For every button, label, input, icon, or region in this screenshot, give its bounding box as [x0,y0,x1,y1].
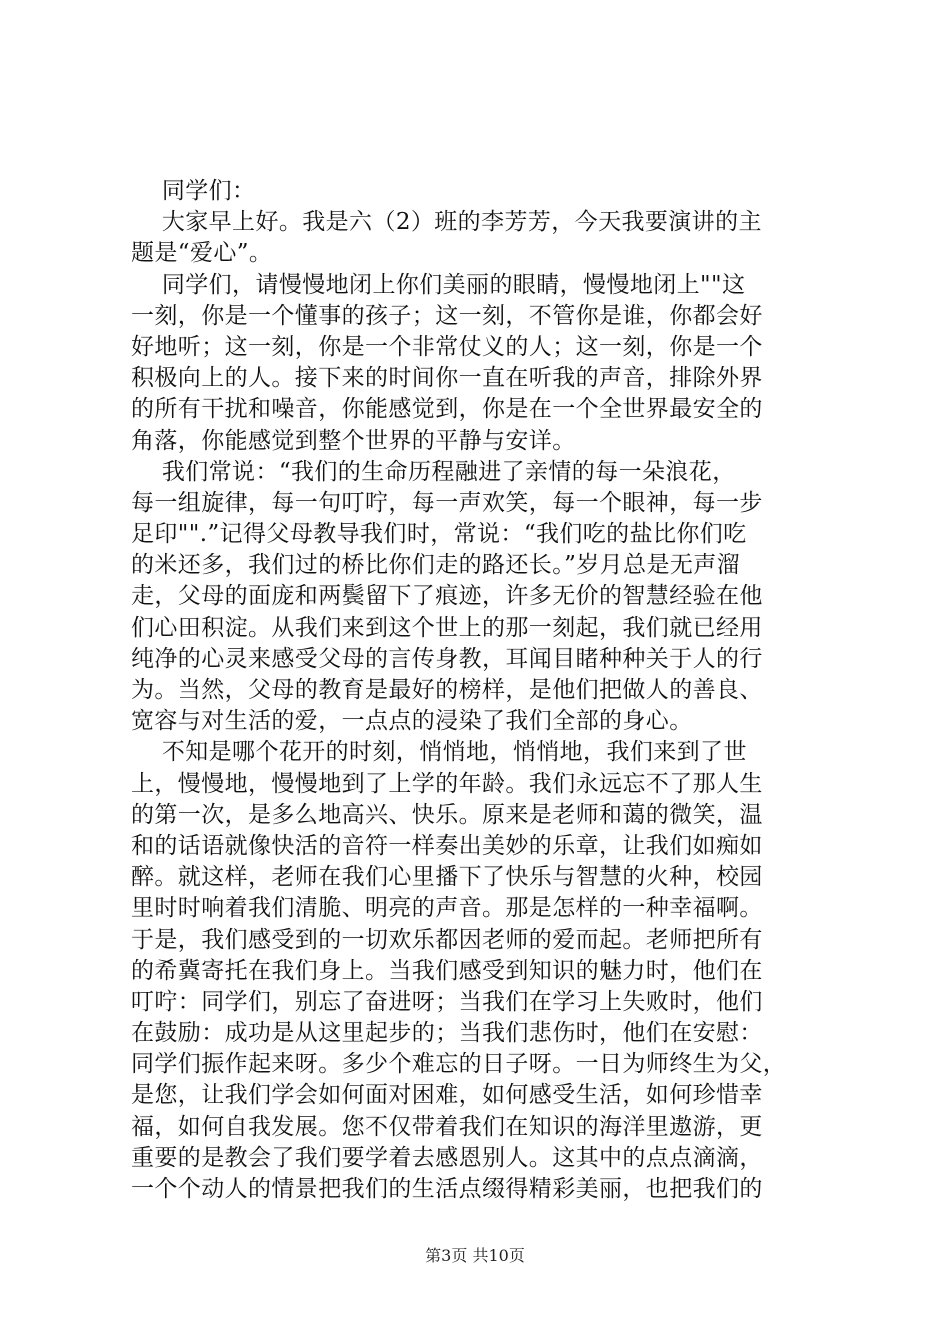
page-number: 第3页 [425,1246,468,1265]
text-line: 的米还多，我们过的桥比你们走的路还长。”岁月总是无声溜 [131,552,741,579]
text-line: 里时时响着我们清脆、明亮的声音。那是怎样的一种幸福啊。 [131,895,763,922]
text-line: 我们常说：“我们的生命历程融进了亲情的每一朵浪花， [131,458,736,485]
text-line: 一刻，你是一个懂事的孩子；这一刻，不管你是谁，你都会好 [131,302,763,329]
text-line: 同学们： [131,178,256,204]
text-line: 在鼓励：成功是从这里起步的；当我们悲伤时，他们在安慰： [131,1020,763,1047]
text-line: 重要的是教会了我们要学着去感恩别人。这其中的点点滴滴， [131,1144,763,1171]
text-line: 纯净的心灵来感受父母的言传身教，耳闻目睹种种关于人的行 [131,645,763,672]
text-line: 题是“爱心”。 [131,240,273,267]
text-line: 上，慢慢地，慢慢地到了上学的年龄。我们永远忘不了那人生 [131,770,763,797]
text-line: 同学们振作起来呀。多少个难忘的日子呀。一日为师终生为父， [131,1051,787,1078]
text-line: 的所有干扰和噪音，你能感觉到，你是在一个全世界最安全的 [131,396,763,423]
text-line: 为。当然，父母的教育是最好的榜样，是他们把做人的善良、 [131,677,763,703]
page-footer [0,1244,950,1268]
text-line: 的希冀寄托在我们身上。当我们感受到知识的魅力时，他们在 [131,957,763,984]
text-line: 和的话语就像快活的音符一样奏出美妙的乐章，让我们如痴如 [131,832,763,859]
text-line: 角落，你能感觉到整个世界的平静与安详。 [131,427,576,454]
text-line: 每一组旋律，每一句叮咛，每一声欢笑，每一个眼神，每一步 [131,489,763,516]
text-line: 们心田积淀。从我们来到这个世上的那一刻起，我们就已经用 [131,614,763,641]
text-line: 足印"".”记得父母教导我们时，常说：“我们吃的盐比你们吃 [131,521,747,548]
text-line: 一个个动人的情景把我们的生活点缀得精彩美丽，也把我们的 [131,1176,763,1202]
text-line: 积极向上的人。接下来的时间你一直在听我的声音，排除外界 [131,365,763,392]
text-line: 好地听；这一刻，你是一个非常仗义的人；这一刻，你是一个 [131,333,763,360]
text-line: 大家早上好。我是六（2）班的李芳芳，今天我要演讲的主 [131,209,762,236]
text-line: 醉。就这样，老师在我们心里播下了快乐与智慧的火种，校园 [131,864,763,891]
text-line: 于是，我们感受到的一切欢乐都因老师的爱而起。老师把所有 [131,926,763,953]
text-line: 同学们，请慢慢地闭上你们美丽的眼睛，慢慢地闭上""这 [131,271,746,298]
text-line: 叮咛：同学们，别忘了奋进呀；当我们在学习上失败时，他们 [131,988,763,1015]
text-line: 不知是哪个花开的时刻，悄悄地，悄悄地，我们来到了世 [131,739,747,766]
document-body [131,176,831,1205]
text-line: 是您，让我们学会如何面对困难，如何感受生活，如何珍惜幸 [131,1082,763,1109]
text-line: 福，如何自我发展。您不仅带着我们在知识的海洋里遨游，更 [131,1113,763,1140]
text-line: 走，父母的面庞和两鬓留下了痕迹，许多无价的智慧经验在他 [131,583,763,610]
text-line: 宽容与对生活的爱，一点点的浸染了我们全部的身心。 [131,708,693,735]
page-total: 共10页 [472,1246,525,1265]
text-line: 的第一次，是多么地高兴、快乐。原来是老师和蔼的微笑，温 [131,801,763,828]
